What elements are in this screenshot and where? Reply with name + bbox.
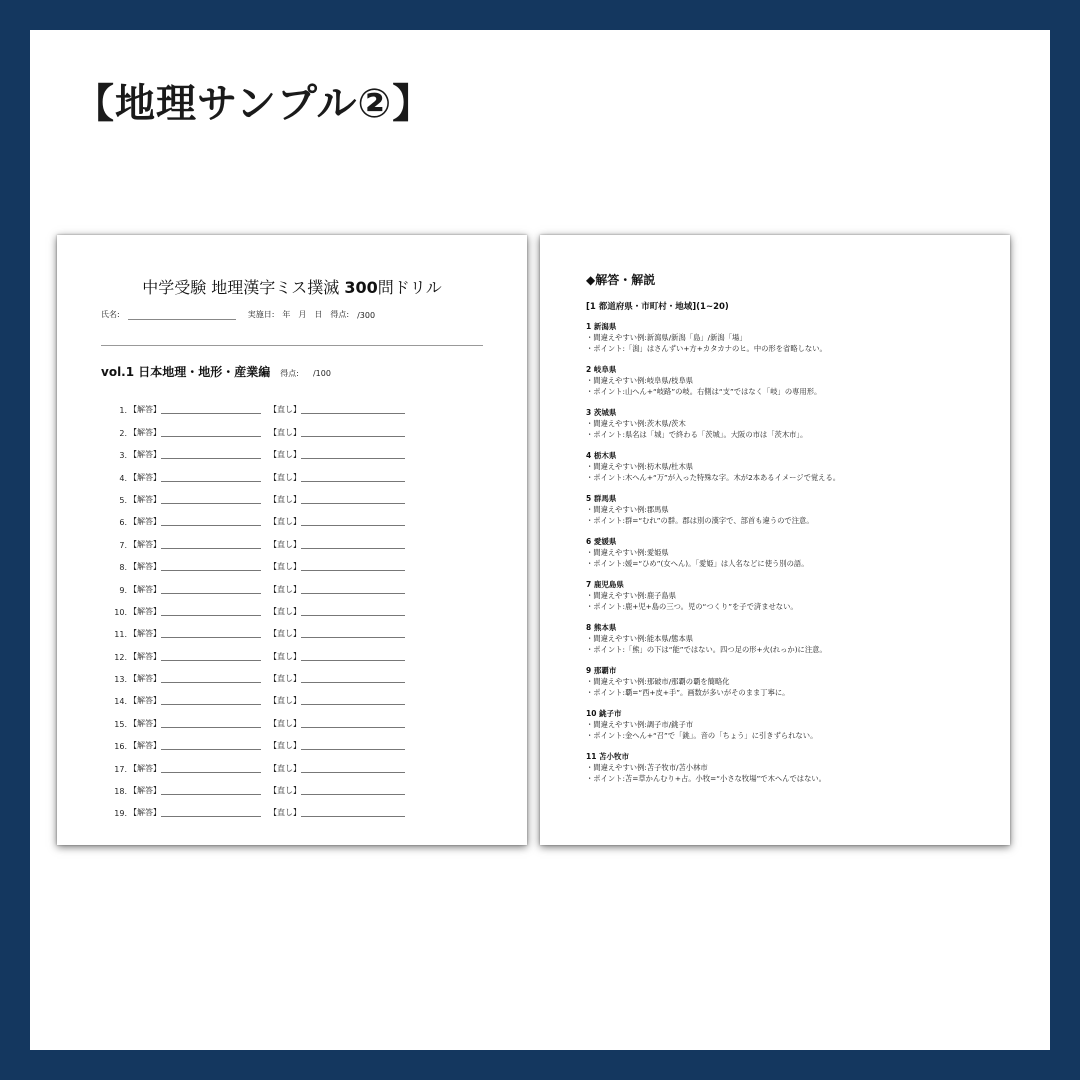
answer-blank[interactable] — [161, 481, 261, 482]
answer-entry — [586, 751, 986, 794]
answer-entry — [586, 622, 986, 665]
entry-point: ・ポイント:群=“むれ”の群。郡は別の漢字で、部首も違うので注意。 — [586, 516, 814, 525]
entry-mistake: ・間違えやすい例:新瀉県/新潟「島」/新潟「場」 — [586, 333, 747, 342]
fix-blank[interactable] — [301, 525, 405, 526]
answer-blank[interactable] — [161, 593, 261, 594]
entry-point: ・ポイント:媛=“ひめ”(女へん)。「愛姫」は人名などに使う別の語。 — [586, 559, 809, 568]
question-number: 6. — [119, 518, 127, 528]
worksheet-divider — [101, 345, 483, 346]
answer-section-title: [1 都道府県・市町村・地域](1~20) — [586, 302, 729, 312]
fix-label: 【直し】 — [269, 674, 301, 684]
entry-name: 11 苫小牧市 — [586, 752, 630, 761]
entry-point: ・ポイント:山へん+“岐路”の岐。右側は“支”ではなく「岐」の専用形。 — [586, 387, 822, 396]
fix-blank[interactable] — [301, 413, 405, 414]
entry-mistake: ・間違えやすい例:茨木県/茨木 — [586, 419, 686, 428]
vol-header — [101, 363, 331, 380]
question-row — [101, 595, 405, 617]
answer-entry — [586, 321, 986, 364]
answer-blank[interactable] — [161, 794, 261, 795]
question-row — [101, 572, 405, 594]
month-label: 月 — [298, 310, 307, 319]
answer-blank[interactable] — [161, 615, 261, 616]
drill-worksheet-page — [57, 235, 527, 845]
fix-label: 【直し】 — [269, 718, 301, 728]
answer-header: ◆解答・解説 — [586, 273, 656, 287]
entry-mistake: ・間違えやすい例:那破市/那覇の覇を簡略化 — [586, 677, 730, 686]
fix-label: 【直し】 — [269, 450, 301, 460]
question-row — [101, 483, 405, 505]
question-number: 16. — [114, 742, 127, 752]
question-number: 7. — [119, 540, 127, 550]
entry-name: 3 茨城県 — [586, 408, 617, 417]
answer-entry — [586, 536, 986, 579]
fix-blank[interactable] — [301, 704, 405, 705]
fix-blank[interactable] — [301, 593, 405, 594]
question-row — [101, 729, 405, 751]
entry-point: ・ポイント:金へん+“召”で「銚」。音の「ちょう」に引きずられない。 — [586, 731, 818, 740]
question-row — [101, 505, 405, 527]
question-list — [101, 393, 405, 818]
answer-label: 【解答】 — [129, 472, 161, 482]
answer-entry — [586, 493, 986, 536]
drill-title-bold: 300 — [344, 278, 378, 297]
answer-label: 【解答】 — [129, 629, 161, 639]
question-number: 11. — [114, 630, 127, 640]
fix-label: 【直し】 — [269, 539, 301, 549]
fix-label: 【直し】 — [269, 651, 301, 661]
year-label: 年 — [282, 310, 291, 319]
question-row — [101, 684, 405, 706]
entry-mistake: ・間違えやすい例:鹿子島県 — [586, 591, 677, 600]
entry-point: ・ポイント:県名は「城」で終わる「茨城」。大阪の市は「茨木市」。 — [586, 430, 808, 439]
question-number: 10. — [114, 607, 127, 617]
answer-label: 【解答】 — [129, 539, 161, 549]
question-number: 2. — [119, 428, 127, 438]
score-total: /300 — [357, 311, 376, 320]
entry-point: ・ポイント:苫=草かんむり+占。小牧=“小さな牧場”で木へんではない。 — [586, 774, 826, 783]
vol-title: vol.1 日本地理・地形・産業編 — [101, 365, 271, 379]
entry-name: 2 岐阜県 — [586, 365, 617, 374]
question-row — [101, 662, 405, 684]
fix-blank[interactable] — [301, 772, 405, 773]
date-label: 実施日: — [247, 310, 275, 319]
question-row — [101, 796, 405, 818]
answer-label: 【解答】 — [129, 696, 161, 706]
fix-label: 【直し】 — [269, 405, 301, 415]
entry-mistake: ・間違えやすい例:能本県/態本県 — [586, 634, 694, 643]
question-number: 15. — [114, 719, 127, 729]
entry-name: 8 熊本県 — [586, 623, 617, 632]
entry-mistake: ・間違えやすい例:郡馬県 — [586, 505, 669, 514]
entry-point: ・ポイント:「潟」はさんずい+方+カタカナのヒ。中の形を省略しない。 — [586, 344, 827, 353]
fix-label: 【直し】 — [269, 696, 301, 706]
question-row — [101, 706, 405, 728]
question-row — [101, 774, 405, 796]
fix-blank[interactable] — [301, 548, 405, 549]
question-number: 1. — [119, 406, 127, 416]
name-blank — [128, 312, 236, 320]
answer-label: 【解答】 — [129, 674, 161, 684]
answer-entry — [586, 407, 986, 450]
question-number: 3. — [119, 451, 127, 461]
answer-blank[interactable] — [161, 660, 261, 661]
fix-blank[interactable] — [301, 682, 405, 683]
answer-label: 【解答】 — [129, 741, 161, 751]
answer-label: 【解答】 — [129, 517, 161, 527]
question-number: 19. — [114, 809, 127, 819]
entry-point: ・ポイント:木へん+“万”が入った特殊な字。木が2本あるイメージで覚える。 — [586, 473, 841, 482]
question-row — [101, 438, 405, 460]
answer-blank[interactable] — [161, 436, 261, 437]
day-label: 日 — [314, 310, 323, 319]
fix-blank[interactable] — [301, 458, 405, 459]
entry-name: 1 新潟県 — [586, 322, 617, 331]
answer-blank[interactable] — [161, 525, 261, 526]
question-row — [101, 617, 405, 639]
entry-mistake: ・間違えやすい例:愛姫県 — [586, 548, 669, 557]
answer-blank[interactable] — [161, 727, 261, 728]
answer-label: 【解答】 — [129, 584, 161, 594]
answer-blank[interactable] — [161, 749, 261, 750]
fix-label: 【直し】 — [269, 517, 301, 527]
vol-score-total: /100 — [312, 369, 331, 378]
question-number: 18. — [114, 787, 127, 797]
fix-label: 【直し】 — [269, 584, 301, 594]
fix-label: 【直し】 — [269, 629, 301, 639]
fix-blank[interactable] — [301, 749, 405, 750]
answer-label: 【解答】 — [129, 763, 161, 773]
fix-blank[interactable] — [301, 436, 405, 437]
question-number: 8. — [119, 563, 127, 573]
answer-label: 【解答】 — [129, 718, 161, 728]
answer-entry — [586, 450, 986, 493]
score-label: 得点: — [330, 310, 350, 319]
entry-point: ・ポイント:鹿+児+島の三つ。児の“つくり”を子で済ませない。 — [586, 602, 798, 611]
fix-blank[interactable] — [301, 503, 405, 504]
question-row — [101, 527, 405, 549]
question-row — [101, 751, 405, 773]
entry-mistake: ・間違えやすい例:杤木県/杜木県 — [586, 462, 694, 471]
fix-label: 【直し】 — [269, 494, 301, 504]
answer-entries — [586, 321, 986, 794]
fix-label: 【直し】 — [269, 786, 301, 796]
question-number: 14. — [114, 697, 127, 707]
fix-label: 【直し】 — [269, 741, 301, 751]
fix-label: 【直し】 — [269, 763, 301, 773]
question-number: 13. — [114, 675, 127, 685]
answer-label: 【解答】 — [129, 427, 161, 437]
drill-title — [57, 275, 527, 298]
fix-blank[interactable] — [301, 570, 405, 571]
fix-blank[interactable] — [301, 794, 405, 795]
fix-label: 【直し】 — [269, 472, 301, 482]
question-number: 5. — [119, 495, 127, 505]
fix-blank[interactable] — [301, 481, 405, 482]
entry-name: 9 那覇市 — [586, 666, 617, 675]
answer-blank[interactable] — [161, 413, 261, 414]
fix-blank[interactable] — [301, 660, 405, 661]
entry-name: 5 群馬県 — [586, 494, 617, 503]
sample-heading: 【地理サンプル②】 — [74, 81, 434, 127]
name-label: 氏名: — [101, 310, 120, 319]
drill-title-suffix: 問ドリル — [377, 278, 442, 297]
question-row — [101, 393, 405, 415]
question-row — [101, 415, 405, 437]
answer-entry — [586, 708, 986, 751]
answer-entry — [586, 364, 986, 407]
answer-explanation-page — [540, 235, 1010, 845]
fix-blank[interactable] — [301, 816, 405, 817]
entry-name: 6 愛媛県 — [586, 537, 617, 546]
question-number: 12. — [114, 652, 127, 662]
answer-label: 【解答】 — [129, 606, 161, 616]
entry-mistake: ・間違えやすい例:調子市/銚子市 — [586, 720, 694, 729]
question-row — [101, 460, 405, 482]
vol-score-label: 得点: — [280, 369, 299, 378]
entry-name: 4 栃木県 — [586, 451, 617, 460]
fix-blank[interactable] — [301, 637, 405, 638]
answer-blank[interactable] — [161, 458, 261, 459]
answer-blank[interactable] — [161, 816, 261, 817]
answer-label: 【解答】 — [129, 405, 161, 415]
answer-entry — [586, 579, 986, 622]
sample-canvas — [30, 30, 1050, 1050]
drill-title-prefix: 中学受験 地理漢字ミス撲滅 — [142, 278, 340, 297]
question-row — [101, 639, 405, 661]
answer-blank[interactable] — [161, 637, 261, 638]
answer-blank[interactable] — [161, 704, 261, 705]
answer-entry — [586, 665, 986, 708]
answer-label: 【解答】 — [129, 808, 161, 818]
entry-point: ・ポイント:「熊」の下は“能”ではない。四つ足の形+火(れっか)に注意。 — [586, 645, 827, 654]
entry-name: 7 鹿児島県 — [586, 580, 624, 589]
fix-label: 【直し】 — [269, 808, 301, 818]
question-number: 9. — [119, 585, 127, 595]
worksheet-meta-row — [101, 309, 383, 320]
fix-label: 【直し】 — [269, 427, 301, 437]
question-number: 4. — [119, 473, 127, 483]
entry-point: ・ポイント:覇=“西+皮+手”。画数が多いがそのまま丁寧に。 — [586, 688, 790, 697]
fix-label: 【直し】 — [269, 562, 301, 572]
answer-label: 【解答】 — [129, 450, 161, 460]
question-row — [101, 550, 405, 572]
answer-blank[interactable] — [161, 570, 261, 571]
answer-label: 【解答】 — [129, 651, 161, 661]
answer-blank[interactable] — [161, 548, 261, 549]
fix-blank[interactable] — [301, 727, 405, 728]
answer-blank[interactable] — [161, 682, 261, 683]
answer-label: 【解答】 — [129, 786, 161, 796]
question-number: 17. — [114, 764, 127, 774]
entry-mistake: ・間違えやすい例:岐阜県/枝阜県 — [586, 376, 694, 385]
entry-mistake: ・間違えやすい例:苫子牧市/苫小林市 — [586, 763, 708, 772]
answer-blank[interactable] — [161, 772, 261, 773]
entry-name: 10 銚子市 — [586, 709, 622, 718]
answer-label: 【解答】 — [129, 562, 161, 572]
answer-blank[interactable] — [161, 503, 261, 504]
fix-blank[interactable] — [301, 615, 405, 616]
fix-label: 【直し】 — [269, 606, 301, 616]
answer-label: 【解答】 — [129, 494, 161, 504]
